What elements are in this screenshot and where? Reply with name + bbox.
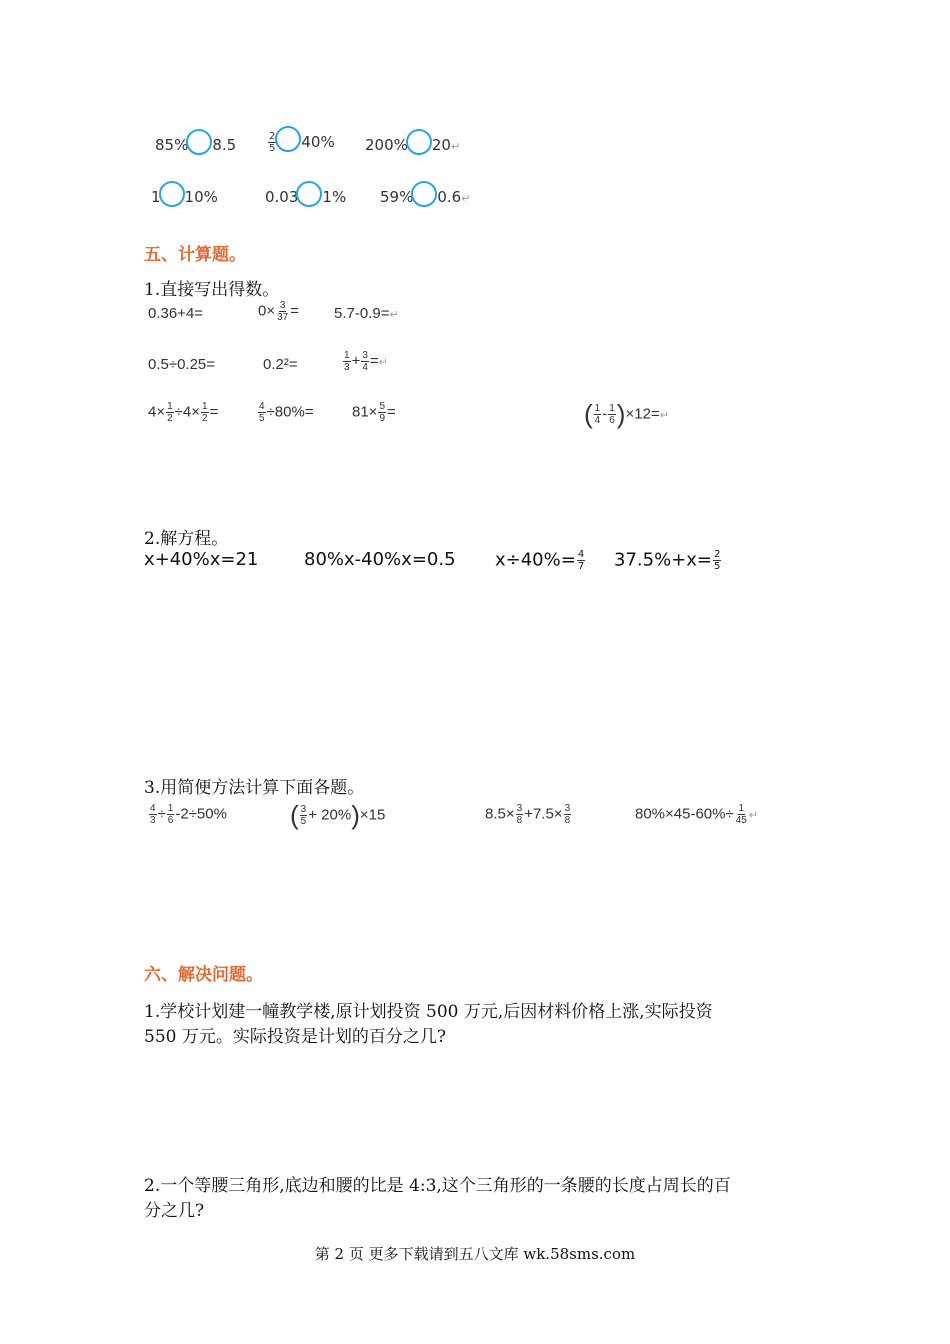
expression: 4× $\frac{1}{2}$ ÷4× $\frac{1}{2}$ = bbox=[148, 401, 219, 424]
expression: 8.5× $\frac{3}{8}$ +7.5× $\frac{3}{8}$ bbox=[485, 803, 571, 826]
expression: $\frac{4}{3}$ ÷ $\frac{1}{6}$ -2÷50% bbox=[150, 803, 227, 826]
equation: 37.5%+x= $\frac{2}{5}$ bbox=[614, 549, 721, 572]
answer-circle[interactable] bbox=[186, 129, 212, 155]
expression: 0.5÷0.25= bbox=[148, 356, 216, 373]
expression: $\frac{4}{5}$ ÷80%= bbox=[259, 401, 314, 424]
expression: 5.7-0.9=↵ bbox=[334, 305, 399, 322]
problem-text: 2.一个等腰三角形,底边和腰的比是 4:3,这个三角形的一条腰的长度占周长的百 bbox=[144, 1176, 731, 1196]
section-heading: 六、解决问题。 bbox=[144, 965, 263, 985]
expression: 0.36+4= bbox=[148, 305, 204, 322]
expression: 0× $\frac{3}{37}$ = bbox=[258, 300, 299, 323]
equation: 80%x-40%x=0.5 bbox=[304, 549, 456, 570]
expression: 0.2²= bbox=[263, 356, 298, 373]
answer-circle[interactable] bbox=[406, 129, 432, 155]
question-title: 2.解方程。 bbox=[144, 529, 229, 549]
expression: 80%×45-60%÷ $\frac{1}{45}$ ↵ bbox=[635, 803, 759, 826]
expression: 81× $\frac{5}{9}$ = bbox=[352, 401, 396, 424]
question-title: 1.直接写出得数。 bbox=[144, 280, 280, 300]
problem-text: 1.学校计划建一幢教学楼,原计划投资 500 万元,后因材料价格上涨,实际投资 bbox=[144, 1002, 713, 1022]
equation: x+40%x=21 bbox=[144, 549, 259, 570]
compare-item: 0.03 1% bbox=[265, 188, 346, 207]
page-footer: 第 2 页 更多下载请到五八文库 wk.58sms.com bbox=[314, 1245, 636, 1263]
answer-circle[interactable] bbox=[296, 181, 322, 207]
problem-text: 550 万元。实际投资是计划的百分之几? bbox=[144, 1027, 446, 1047]
compare-item: 85% 8.5 bbox=[155, 136, 236, 155]
expression: $\frac{1}{3}$ + $\frac{3}{4}$ =↵ bbox=[344, 350, 388, 373]
question-title: 3.用简便方法计算下面各题。 bbox=[144, 778, 365, 798]
compare-item: $\frac{2}{5}$ 40% bbox=[267, 131, 335, 154]
compare-item: 200% 20↵ bbox=[365, 136, 460, 155]
fraction: $\frac{2}{5}$ bbox=[269, 131, 276, 154]
answer-circle[interactable] bbox=[159, 181, 185, 207]
problem-text: 分之几? bbox=[144, 1201, 205, 1221]
answer-circle[interactable] bbox=[275, 126, 301, 152]
equation: x÷40%= $\frac{4}{7}$ bbox=[495, 549, 585, 572]
compare-item: 1 10% bbox=[151, 188, 218, 207]
section-heading: 五、计算题。 bbox=[144, 245, 246, 265]
expression: ( $\frac{1}{4}$ - $\frac{1}{6}$ )×12=↵ bbox=[584, 399, 669, 429]
answer-circle[interactable] bbox=[411, 181, 437, 207]
expression: ( $\frac{3}{5}$ + 20%)×15 bbox=[290, 800, 386, 830]
compare-item: 59% 0.6↵ bbox=[380, 188, 470, 207]
